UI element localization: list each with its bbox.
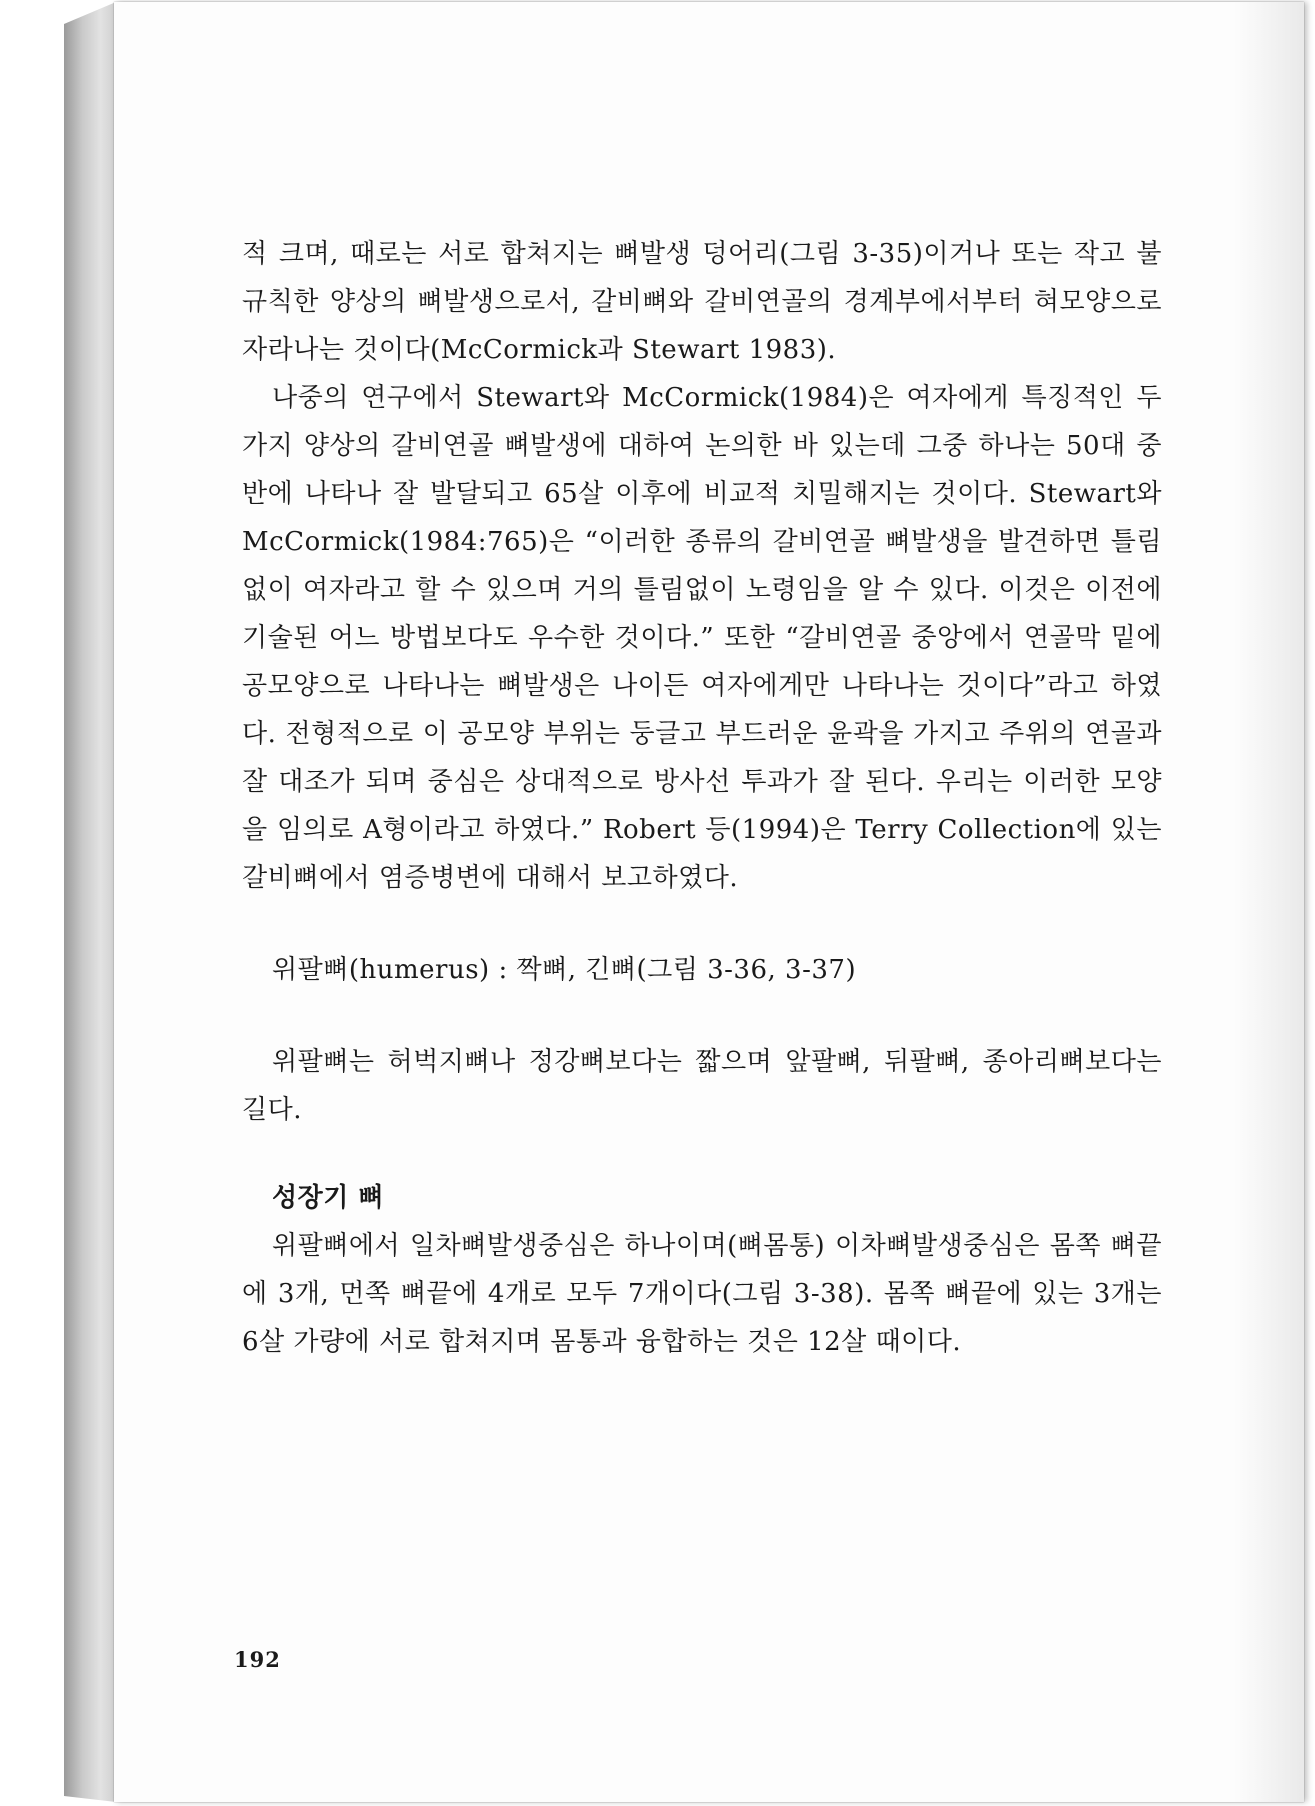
page-content xyxy=(242,230,1162,1366)
paragraph-1: 적 크며, 때로는 서로 합쳐지는 뼈발생 덩어리(그림 3-35)이거나 또는 작고 불규칙한 양상의 뼈발생으로서, 갈비뼈와 갈비연골의 경계부에서부터 혀모양으로 자라나는 것이다(McCormick과 Stewart 1983). xyxy=(242,239,1162,365)
spacer xyxy=(242,1134,1162,1174)
page-curl-shadow xyxy=(1234,2,1304,1802)
spacer xyxy=(242,994,1162,1038)
paragraph-4: 위팔뼈에서 일차뼈발생중심은 하나이며(뼈몸통) 이차뼈발생중심은 몸쪽 뼈끝에 3개, 먼쪽 뼈끝에 4개로 모두 7개이다(그림 3-38). 몸쪽 뼈끝에 있는 3개는 6살 가량에 서로 합쳐지며 몸통과 융합하는 것은 12살 때이다. xyxy=(242,1231,1162,1357)
page-number: 192 xyxy=(234,1647,281,1672)
book-edge xyxy=(64,2,116,1802)
book-page xyxy=(114,2,1304,1802)
paragraph-2: 나중의 연구에서 Stewart와 McCormick(1984)은 여자에게 특징적인 두 가지 양상의 갈비연골 뼈발생에 대하여 논의한 바 있는데 그중 하나는 50대 중반에 나타나 잘 발달되고 65살 이후에 비교적 치밀해지는 것이다. Stewart와 McCormick(1984:765)은 “이러한 종류의 갈비연골 뼈발생을 발견하면 틀림없이 여자라고 할 수 있으며 거의 틀림없이 노령임을 알 수 있다. 이것은 이전에 기술된 어느 방법보다도 우수한 것이다.” 또한 “갈비연골 중앙에서 연골막 밑에 공모양으로 나타나는 뼈발생은 나이든 여자에게만 나타나는 것이다”라고 하였다. 전형적으로 이 공모양 부위는 둥글고 부드러운 윤곽을 가지고 주위의 연골과 잘 대조가 되며 중심은 상대적으로 방사선 투과가 잘 된다. 우리는 이러한 모양을 임의로 A형이라고 하였다.” Robert 등(1994)은 Terry Collection에 있는 갈비뼈에서 염증병변에 대해서 보고하였다. xyxy=(242,383,1162,893)
subsection-heading-growing-bone: 성장기 뼈 xyxy=(272,1183,385,1213)
paragraph-3: 위팔뼈는 허벅지뼈나 정강뼈보다는 짧으며 앞팔뼈, 뒤팔뼈, 종아리뼈보다는 길다. xyxy=(242,1047,1162,1125)
spacer xyxy=(242,902,1162,946)
section-heading-humerus: 위팔뼈(humerus) : 짝뼈, 긴뼈(그림 3-36, 3-37) xyxy=(272,955,857,985)
